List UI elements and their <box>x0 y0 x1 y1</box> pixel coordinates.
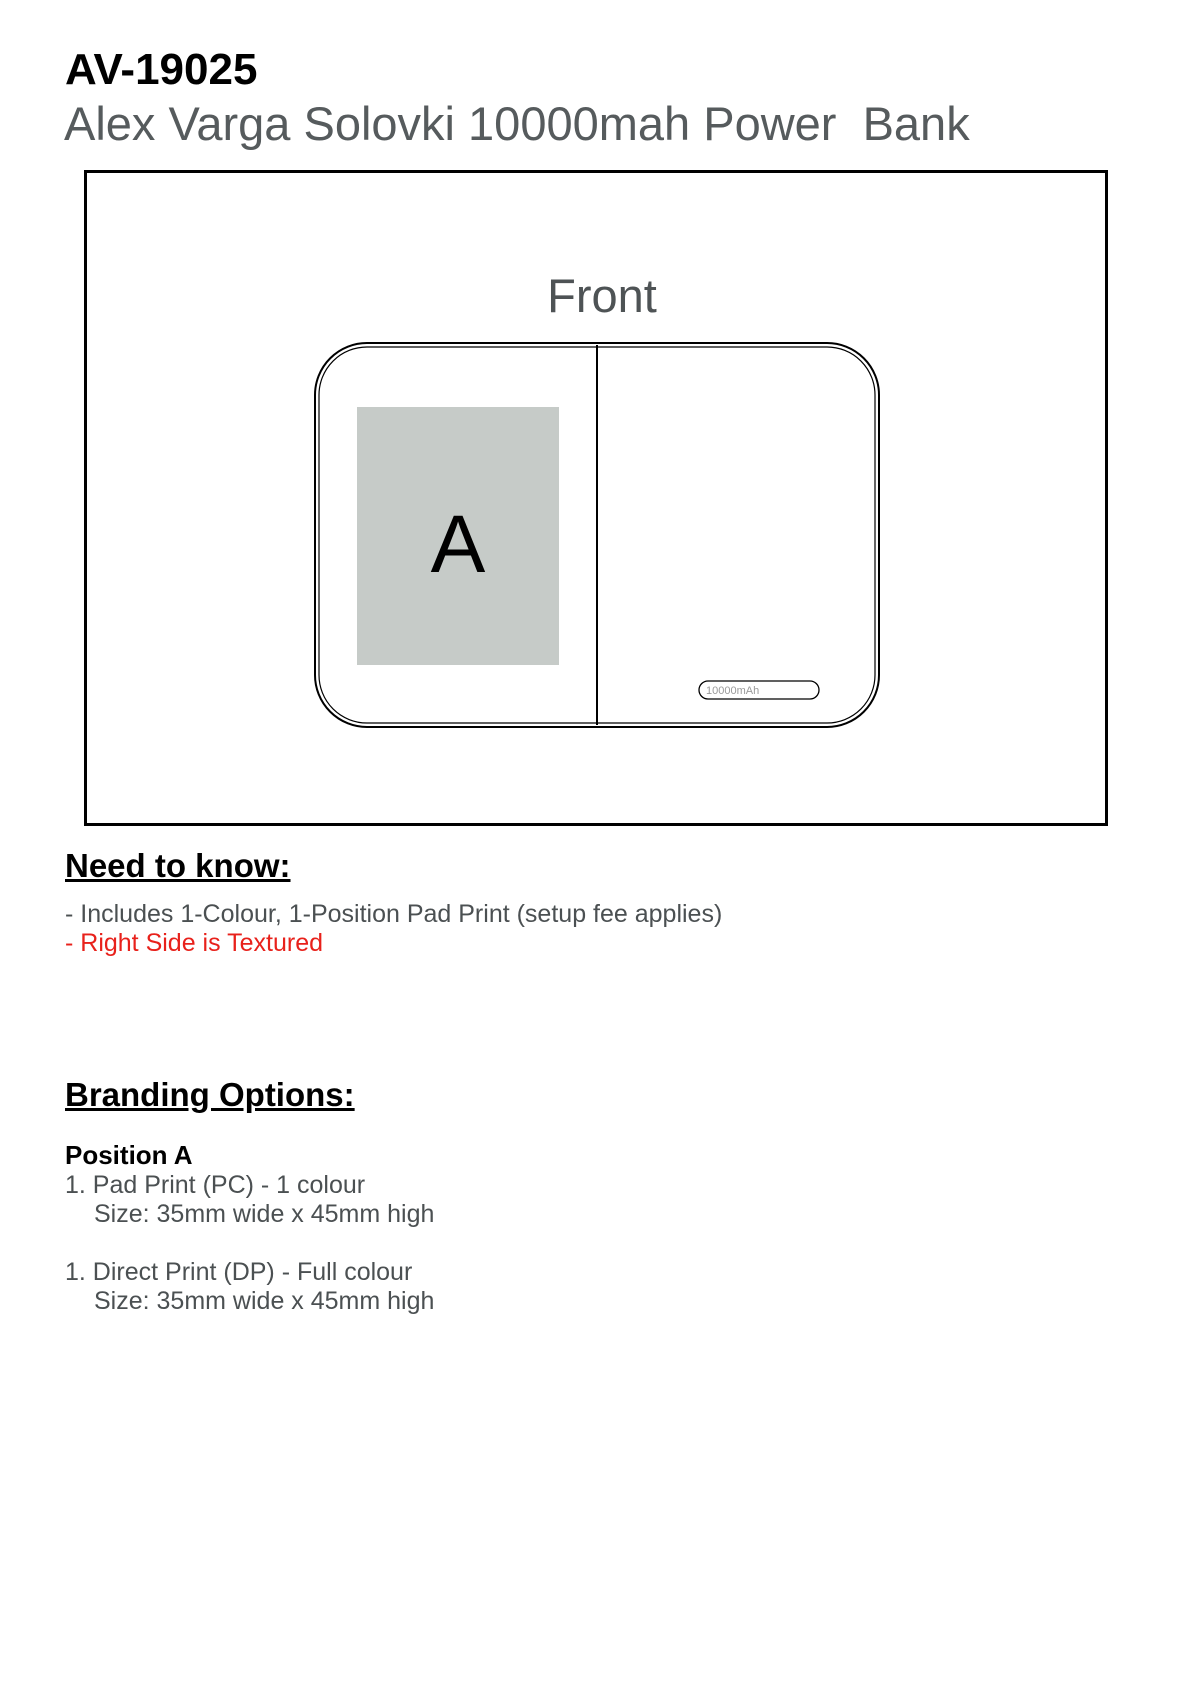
need-to-know-heading: Need to know: <box>65 847 291 884</box>
note-item: - Includes 1-Colour, 1-Position Pad Print (setup fee applies) <box>65 900 723 928</box>
product-title: Alex Varga Solovki 10000mah Power Bank <box>64 97 970 150</box>
branding-option-line: 1. Direct Print (DP) - Full colour <box>65 1258 413 1286</box>
branding-options-heading: Branding Options: <box>65 1076 355 1113</box>
position-title: Position A <box>65 1140 193 1170</box>
branding-option-size: Size: 35mm wide x 45mm high <box>94 1200 435 1228</box>
product-drawing-frame <box>84 170 1108 826</box>
note-item-warning: - Right Side is Textured <box>65 929 323 957</box>
product-code: AV-19025 <box>65 45 258 94</box>
capacity-label: 10000mAh <box>706 685 760 697</box>
power-bank-front-drawing <box>312 340 882 730</box>
print-zone-a-label: A <box>430 499 486 590</box>
view-label: Front <box>547 269 657 322</box>
branding-option-size: Size: 35mm wide x 45mm high <box>94 1287 435 1315</box>
branding-option-line: 1. Pad Print (PC) - 1 colour <box>65 1171 366 1199</box>
